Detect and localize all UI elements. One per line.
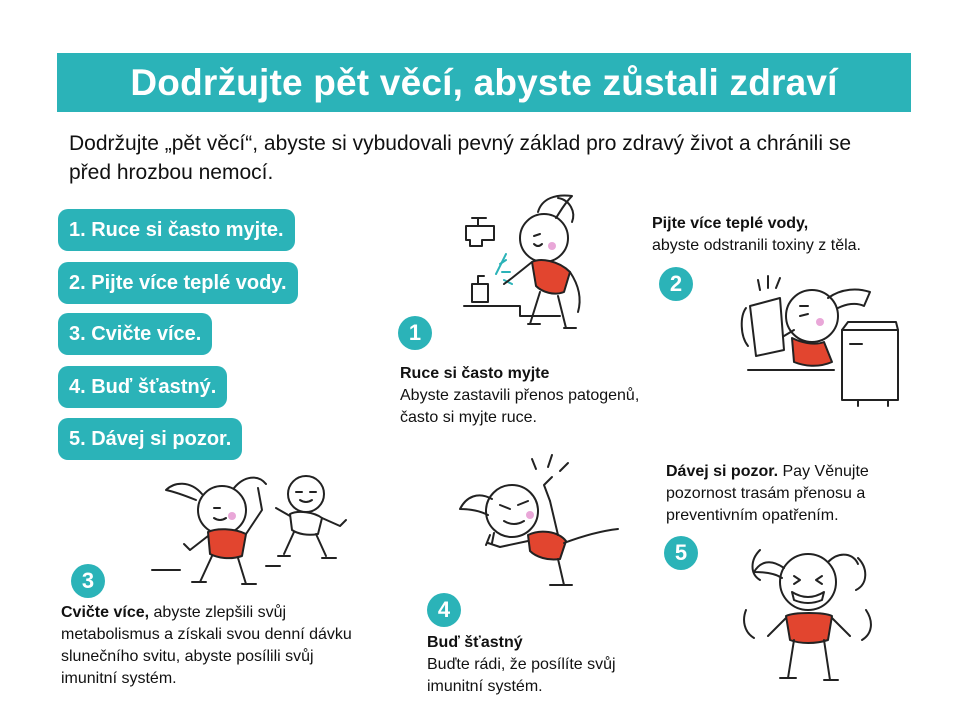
step-heading-2: Pijte více teplé vody, bbox=[652, 215, 809, 232]
step-number-2: 2 bbox=[659, 267, 693, 301]
intro-text: Dodržujte „pět věcí“, abyste si vybudovali pevný základ pro zdravý život a chránili se před hrozbou nemocí. bbox=[69, 132, 852, 184]
step-body-3: abyste zlepšili svůj metabolismus a získali svou denní dávku slunečního svitu, abyste posílili svůj imunitní systém. bbox=[61, 604, 352, 687]
list-item-4: 4. Buď šťastný. bbox=[58, 366, 227, 408]
list-item-2: 2. Pijte více teplé vody. bbox=[58, 262, 298, 304]
happy-illustration bbox=[440, 455, 630, 590]
step-body-4: Buďte rádi, že posílíte svůj imunitní systém. bbox=[427, 656, 616, 695]
step-number-4: 4 bbox=[427, 593, 461, 627]
list-item-1: 1. Ruce si často myjte. bbox=[58, 209, 295, 251]
step-heading-4: Buď šťastný bbox=[427, 634, 523, 651]
step-number-1: 1 bbox=[398, 316, 432, 350]
careful-illustration bbox=[740, 540, 880, 690]
step-number-5: 5 bbox=[664, 536, 698, 570]
step-caption-3 bbox=[61, 602, 356, 690]
exercise-illustration bbox=[150, 470, 355, 595]
drinking-water-illustration bbox=[738, 276, 913, 406]
list-item-5: 5. Dávej si pozor. bbox=[58, 418, 242, 460]
step-caption-2 bbox=[652, 213, 932, 257]
step-caption-4 bbox=[427, 632, 657, 698]
page-title: Dodržujte pět věcí, abyste zůstali zdraví bbox=[57, 53, 911, 112]
step-body-2: abyste odstranili toxiny z těla. bbox=[652, 237, 861, 254]
handwashing-illustration bbox=[460, 188, 600, 333]
step-heading-5: Dávej si pozor. bbox=[666, 463, 779, 480]
step-caption-1 bbox=[400, 363, 670, 429]
step-heading-3: Cvičte více, bbox=[61, 604, 150, 621]
step-body-1: Abyste zastavili přenos patogenů, často si myjte ruce. bbox=[400, 387, 640, 426]
step-body-5: Pay Věnujte pozornost trasám přenosu a preventivním opatřením. bbox=[666, 463, 869, 524]
step-heading-1: Ruce si často myjte bbox=[400, 365, 550, 382]
step-number-3: 3 bbox=[71, 564, 105, 598]
list-item-3: 3. Cvičte více. bbox=[58, 313, 212, 355]
step-caption-5 bbox=[666, 461, 936, 527]
